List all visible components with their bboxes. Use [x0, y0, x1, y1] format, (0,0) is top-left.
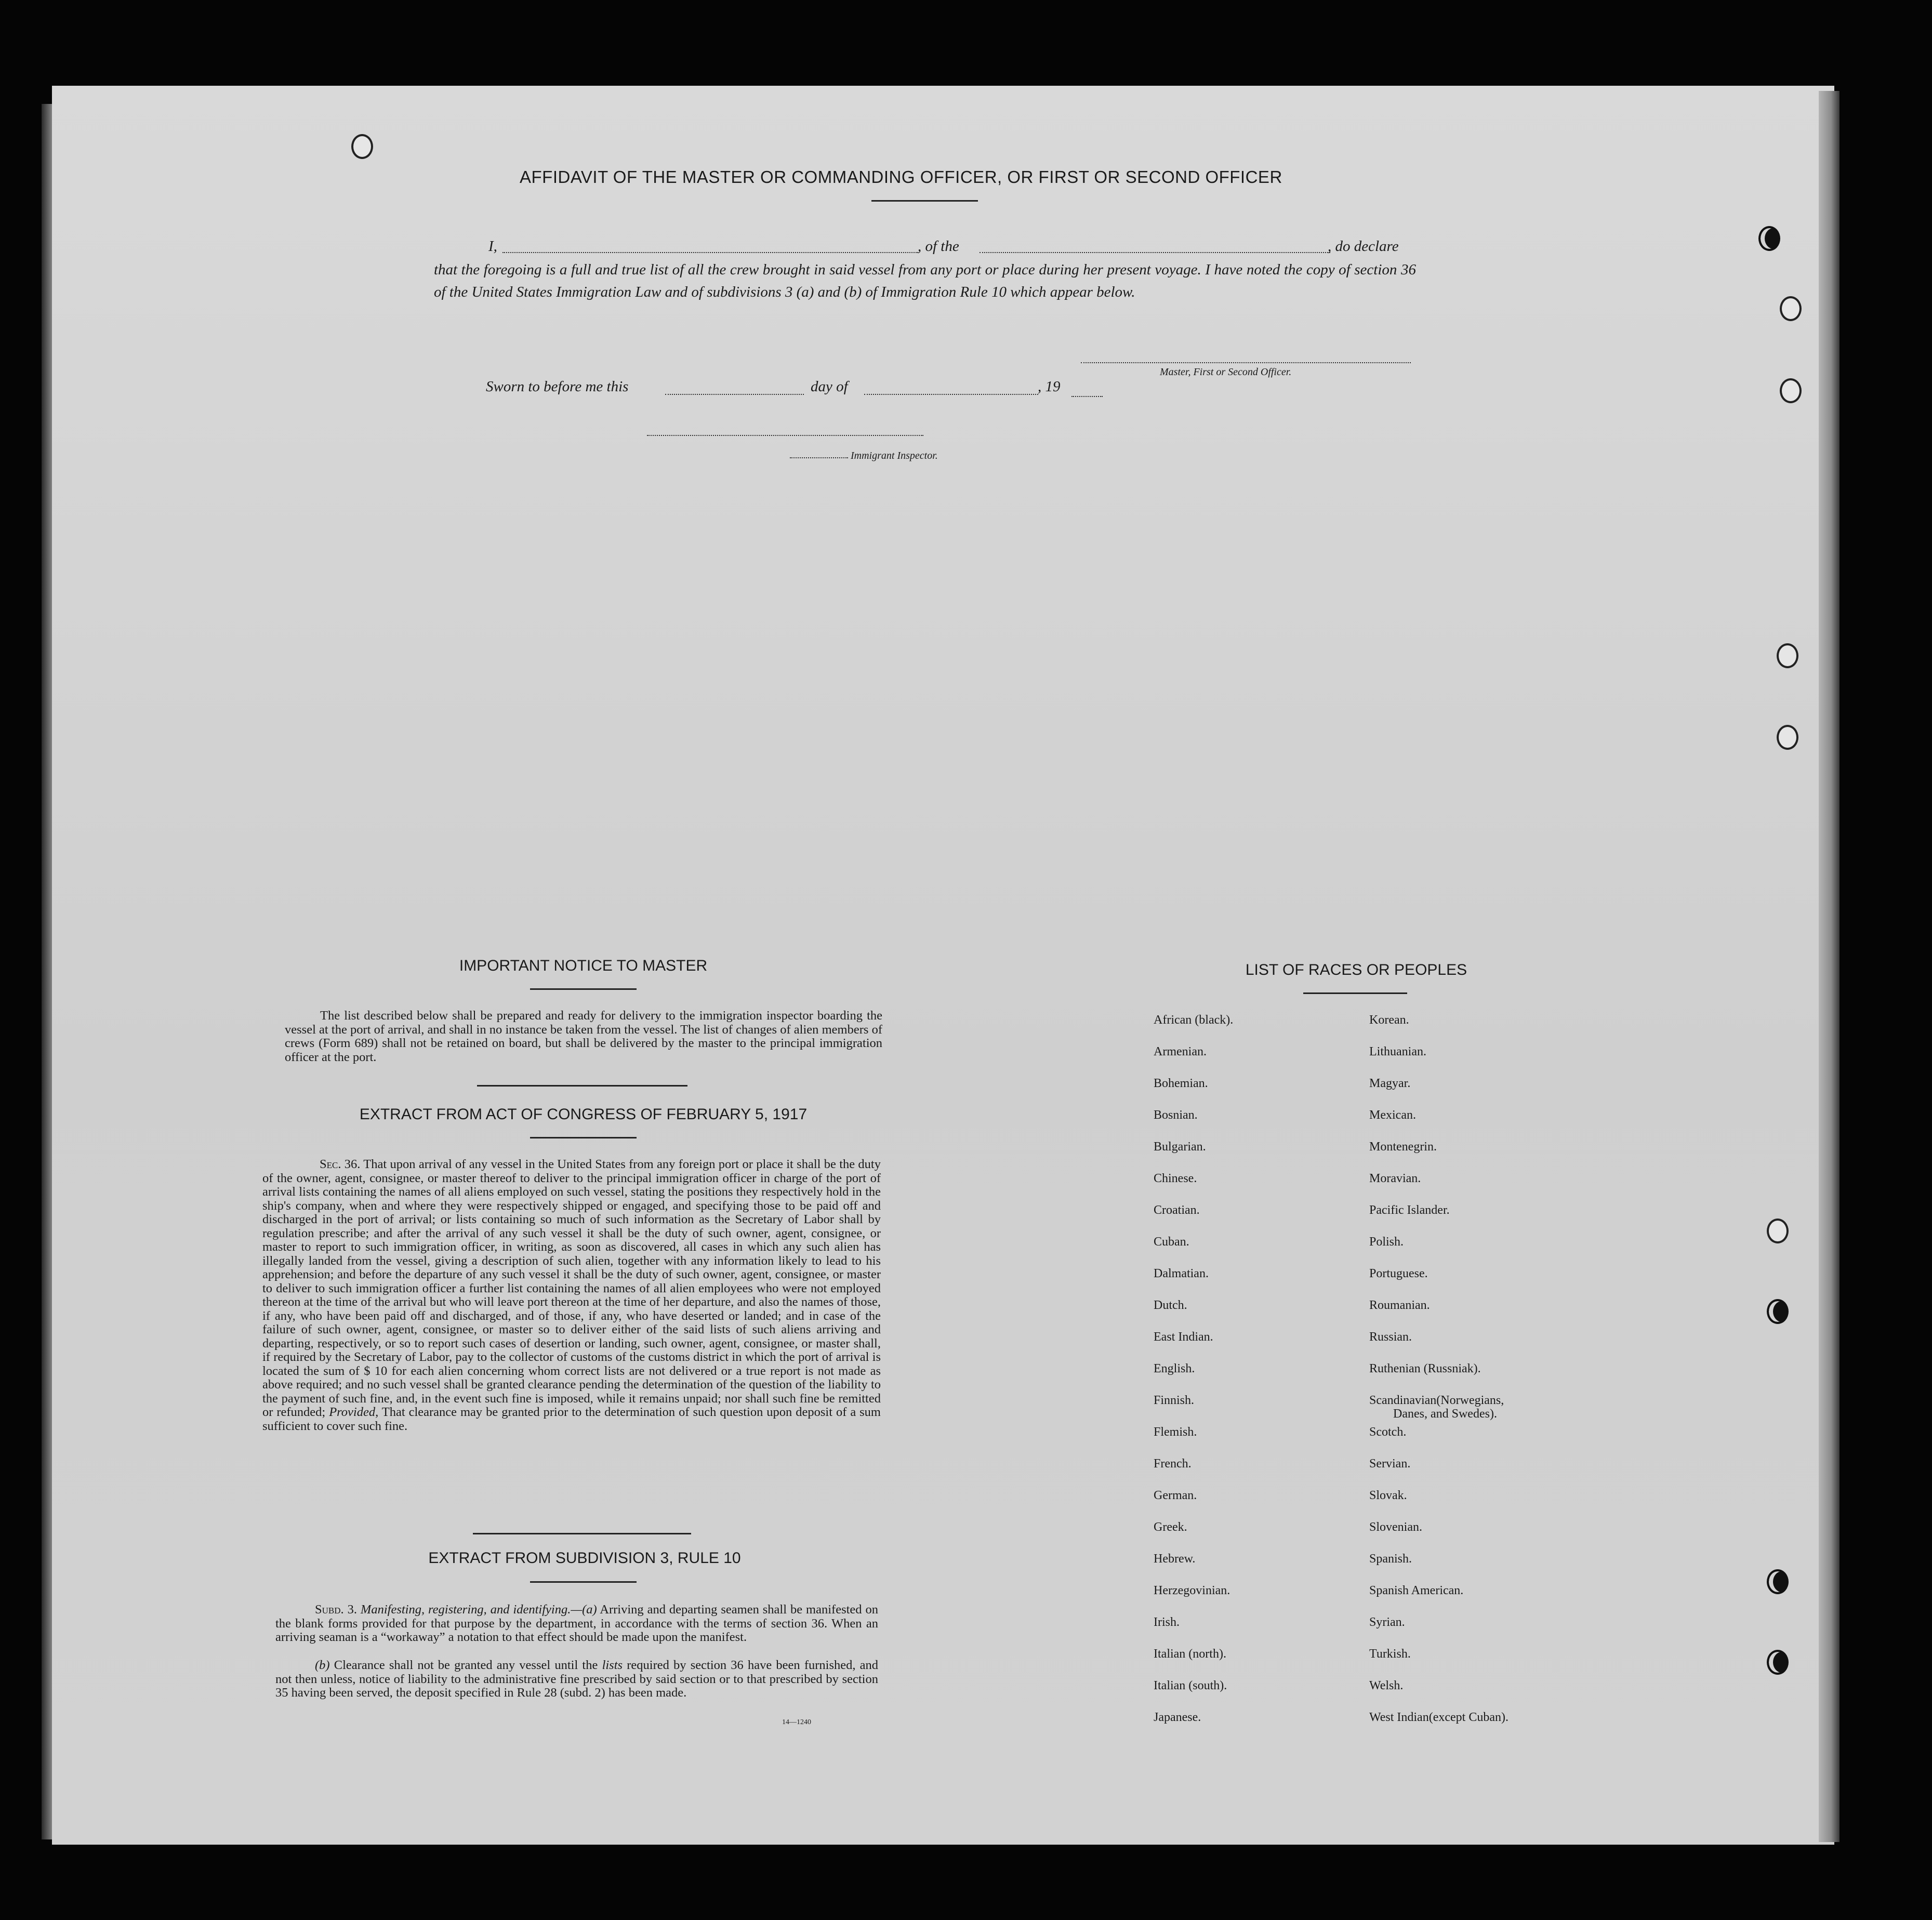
race-item: Japanese. — [1154, 1711, 1201, 1724]
race-item: Slovak. — [1369, 1489, 1407, 1502]
act-body-text: That upon arrival of any vessel in the United States from any foreign port or place it shall be the duty of the owner, agent, consignee, or master thereof to deliver to the principal immigration officer in charge of the port of arrival lists containing the names of all aliens employed on such vessel, stating the positions they respectively hold in the ship's company, when and where they were respectively shipped or engaged, and specifying those to be paid off and discharged in the port of arrival; or lists containing so much of such information as the Secretary of Labor shall by regulation prescribe; and after the arrival of any such vessel it shall be the duty of such owner, agent, consignee, or master to report to such immigration officer, in writing, as soon as discovered, all cases in which any such alien has illegally landed from the vessel, giving a description of such alien, together with any information likely to lead to his apprehension; and before the departure of any such vessel it shall be the duty of such owner, agent, consignee, or master to deliver to such immigration officer a further list containing the names of all alien employees who were not employed thereon at the time of the arrival but who will leave port thereon at the time of her departure, and also the names of those, if any, who have been paid off and discharged, and of those, if any, who have deserted or landed; and in case of the failure of such owner, agent, consignee, or master so to deliver either of the said lists of such aliens arriving and departing, respectively, or so to report such cases of desertion or landing, such owner, agent, consignee, or master shall, if required by the Secretary of Labor, pay to the collector of customs of the customs district in which the port of arrival is located the sum of $ 10 for each alien concerning whom correct lists are not delivered or a true report is not made as above required; and no such vessel shall be granted clearance pending the determination of the question of the liability to the payment of such fine, and, in the event such fine is imposed, while it remains unpaid; nor shall such fine be remitted or refunded; — [262, 1157, 881, 1419]
punch-hole-icon — [1780, 296, 1802, 321]
race-item: Chinese. — [1154, 1172, 1197, 1185]
race-item: African (black). — [1154, 1013, 1234, 1027]
punch-hole-icon — [1767, 1299, 1789, 1324]
rule-para-b — [275, 1659, 878, 1700]
sworn-year-field[interactable] — [1071, 396, 1103, 397]
race-item: Dalmatian. — [1154, 1267, 1209, 1280]
races-right-column — [1369, 1013, 1508, 1742]
sworn-label: Sworn to before me this — [486, 378, 629, 395]
section-divider — [477, 1085, 687, 1087]
punch-hole-icon — [1767, 1569, 1789, 1594]
race-item: French. — [1154, 1457, 1192, 1471]
race-item: Irish. — [1154, 1616, 1180, 1629]
affidavit-declare-label: , do declare — [1328, 238, 1399, 255]
race-item: Welsh. — [1369, 1679, 1404, 1692]
race-item: Dutch. — [1154, 1299, 1187, 1312]
races-title: LIST OF RACES OR PEOPLES — [1245, 961, 1467, 978]
race-item: Flemish. — [1154, 1425, 1197, 1439]
notice-title: IMPORTANT NOTICE TO MASTER — [459, 957, 708, 974]
rule-para-b-text-end: required by section 36 have been furnished, and not then unless, notice of liability to the administrative fine prescribed by said section or to that prescribed by section 35 having been served, the deposit specified in Rule 28 (subd. 2) has been made. — [275, 1658, 879, 1700]
race-item: Slovenian. — [1369, 1520, 1422, 1534]
title-rule — [871, 200, 978, 202]
act-provided-label: Provided, — [329, 1405, 379, 1419]
vessel-name-field[interactable] — [980, 252, 1330, 253]
master-name-field[interactable] — [502, 252, 918, 253]
inspector-signature-field-2[interactable] — [790, 457, 848, 458]
race-item: Magyar. — [1369, 1077, 1411, 1090]
rule-para-b-text: Clearance shall not be granted any vessel until the — [334, 1658, 598, 1672]
race-item: Armenian. — [1154, 1045, 1207, 1058]
race-item: Roumanian. — [1369, 1299, 1430, 1312]
race-item: German. — [1154, 1489, 1197, 1502]
rule-subd-heading: Manifesting, registering, and identifying.—(a) — [360, 1603, 597, 1617]
race-item: Syrian. — [1369, 1616, 1405, 1629]
race-item: Herzegovinian. — [1154, 1584, 1230, 1597]
race-item: Scotch. — [1369, 1425, 1407, 1439]
punch-hole-icon — [1780, 378, 1802, 403]
races-rule — [1303, 992, 1407, 994]
race-item: Croatian. — [1154, 1203, 1200, 1217]
punch-hole-icon — [1777, 643, 1798, 668]
punch-hole-icon — [1777, 725, 1798, 750]
race-item: East Indian. — [1154, 1330, 1213, 1344]
notice-rule — [530, 988, 637, 990]
race-item: Lithuanian. — [1369, 1045, 1426, 1058]
year-label: , 19 — [1038, 378, 1061, 395]
race-item: Polish. — [1369, 1235, 1404, 1249]
act-extract-title: EXTRACT FROM ACT OF CONGRESS OF FEBRUARY 5, 1917 — [359, 1106, 808, 1123]
sworn-day-field[interactable] — [665, 394, 804, 395]
binding-edge-left — [42, 104, 53, 1839]
race-item: Mexican. — [1369, 1108, 1416, 1122]
act-extract-body — [262, 1158, 881, 1433]
affidavit-title: AFFIDAVIT OF THE MASTER OR COMMANDING OFFICER, OR FIRST OR SECOND OFFICER — [520, 167, 1282, 187]
race-item: Italian (north). — [1154, 1647, 1226, 1661]
race-item: Cuban. — [1154, 1235, 1189, 1249]
document-page — [52, 86, 1834, 1845]
master-signature-field[interactable] — [1081, 362, 1411, 363]
race-item: Italian (south). — [1154, 1679, 1227, 1692]
race-item: Scandinavian(Norwegians, — [1369, 1394, 1504, 1407]
affidavit-body: that the foregoing is a full and true list of all the crew brought in said vessel from any port or place during her present voyage. I have noted the copy of section 36 of the United States Immigration Law and of subdivisions 3 (a) and (b) of Immigration Rule 10 which appear below. — [434, 261, 1416, 300]
race-item: Pacific Islander. — [1369, 1203, 1450, 1217]
races-left-column — [1154, 1013, 1233, 1742]
race-item: Bosnian. — [1154, 1108, 1198, 1122]
race-item: Danes, and Swedes). — [1393, 1407, 1497, 1421]
race-item: Finnish. — [1154, 1394, 1195, 1407]
inspector-label: Immigrant Inspector. — [851, 450, 938, 461]
day-of-label: day of — [811, 378, 848, 395]
affidavit-of-the-label: , of the — [918, 238, 959, 255]
race-item: English. — [1154, 1362, 1195, 1375]
rule-para-a — [275, 1603, 878, 1645]
punch-hole-icon — [351, 134, 373, 159]
race-item: Spanish American. — [1369, 1584, 1464, 1597]
race-item: Bohemian. — [1154, 1077, 1208, 1090]
race-item: Greek. — [1154, 1520, 1187, 1534]
race-item: West Indian(except Cuban). — [1369, 1711, 1508, 1724]
inspector-signature-field[interactable] — [647, 435, 923, 436]
rule-subd-label: Subd. 3. — [315, 1603, 357, 1617]
rule-rule — [530, 1581, 637, 1583]
rule-para-b-label: (b) — [315, 1658, 330, 1672]
punch-hole-icon — [1758, 226, 1780, 251]
affidavit-i-label: I, — [488, 238, 497, 255]
section-divider — [473, 1533, 691, 1534]
form-number: 14—1240 — [782, 1718, 811, 1726]
rule-para-a-text: Arriving and departing seamen shall be manifested on the blank forms provided for that purpose by the department, in accordance with the terms of section 36. When an arriving seaman is a “workaway” a notation to that effect should be made upon the manifest. — [275, 1603, 878, 1644]
race-item: Moravian. — [1369, 1172, 1421, 1185]
act-section-label: Sec. 36. — [320, 1157, 361, 1171]
race-item: Portuguese. — [1369, 1267, 1428, 1280]
binding-edge-right — [1819, 91, 1840, 1842]
race-item: Servian. — [1369, 1457, 1411, 1471]
rule-para-b-lists: lists — [602, 1658, 623, 1672]
race-item: Ruthenian (Russniak). — [1369, 1362, 1481, 1375]
race-item: Korean. — [1369, 1013, 1409, 1027]
rule-extract-title: EXTRACT FROM SUBDIVISION 3, RULE 10 — [428, 1550, 741, 1567]
race-item: Turkish. — [1369, 1647, 1411, 1661]
master-signature-label: Master, First or Second Officer. — [1160, 366, 1292, 378]
punch-hole-icon — [1767, 1650, 1789, 1675]
punch-hole-icon — [1767, 1219, 1789, 1243]
race-item: Spanish. — [1369, 1552, 1412, 1566]
act-body-text-end: That clearance may be granted prior to the determination of such question upon deposit of a sum sufficient to cover such fine. — [262, 1405, 881, 1433]
race-item: Bulgarian. — [1154, 1140, 1206, 1154]
act-rule — [530, 1137, 637, 1138]
sworn-month-field[interactable] — [864, 394, 1038, 395]
race-item: Russian. — [1369, 1330, 1412, 1344]
notice-body: The list described below shall be prepared and ready for delivery to the immigration inspector boarding the vessel at the port of arrival, and shall in no instance be taken from the vessel. The list of changes of alien members of crews (Form 689) shall not be retained on board, but shall be delivered by the master to the principal immigration officer at the port. — [285, 1009, 882, 1064]
race-item: Hebrew. — [1154, 1552, 1196, 1566]
race-item: Montenegrin. — [1369, 1140, 1437, 1154]
